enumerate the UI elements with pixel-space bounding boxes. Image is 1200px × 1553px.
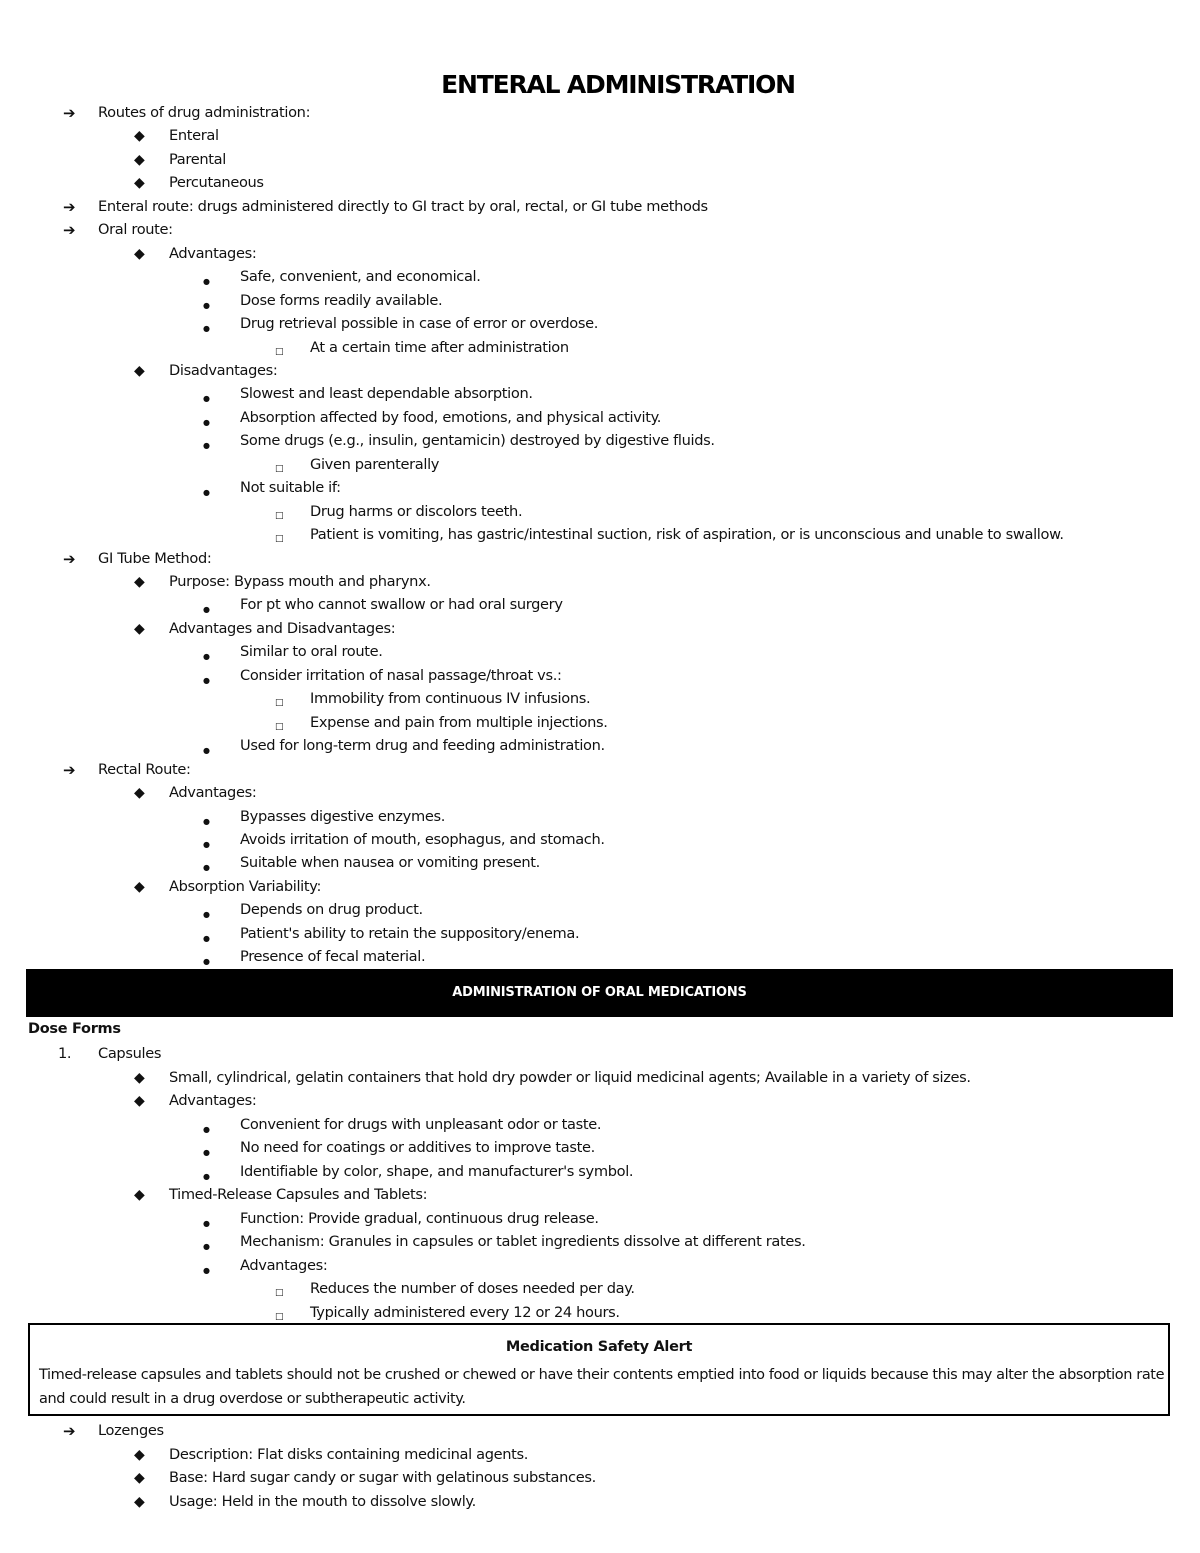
list-item-text: Rectal Route: — [98, 760, 191, 778]
diamond-bullet-icon: ◆ — [134, 362, 145, 379]
list-item-text: Advantages: — [169, 784, 257, 802]
list-item-text: Absorption affected by food, emotions, and physical activity. — [240, 408, 662, 426]
square-bullet-icon: □ — [275, 510, 284, 521]
list-item-text: Some drugs (e.g., insulin, gentamicin) destroyed by digestive fluids. — [240, 432, 715, 450]
list-item-text: Depends on drug product. — [240, 901, 423, 919]
dot-bullet-icon: ● — [203, 652, 210, 662]
safety-alert-box — [28, 1323, 1170, 1416]
diamond-bullet-icon: ◆ — [134, 1446, 145, 1463]
list-item-text: Bypasses digestive enzymes. — [240, 807, 445, 825]
dot-bullet-icon: ● — [203, 324, 210, 334]
diamond-bullet-icon: ◆ — [134, 175, 145, 192]
list-item-text: Dose forms readily available. — [240, 291, 443, 309]
page-title: ENTERAL ADMINISTRATION — [441, 70, 795, 99]
list-item-text: Purpose: Bypass mouth and pharynx. — [169, 573, 431, 590]
dot-bullet-icon: ● — [203, 839, 210, 849]
list-item-text: Not suitable if: — [240, 479, 341, 497]
list-item-text: Timed-Release Capsules and Tablets: — [169, 1186, 428, 1203]
dot-bullet-icon: ● — [203, 1265, 210, 1275]
dot-bullet-icon: ● — [203, 746, 210, 756]
alert-heading: Medication Safety Alert — [505, 1339, 693, 1355]
list-item-text: Capsules — [98, 1045, 162, 1062]
diamond-bullet-icon: ◆ — [134, 785, 145, 802]
list-item-text: Patient's ability to retain the suppository/enema. — [240, 924, 580, 942]
list-item-text: Typically administered every 12 or 24 hours. — [310, 1303, 620, 1321]
list-item-text: Identifiable by color, shape, and manufacturer's symbol. — [240, 1162, 634, 1180]
list-item-text: Enteral — [169, 127, 219, 145]
list-item-text: Drug retrieval possible in case of error or overdose. — [240, 315, 598, 333]
dot-bullet-icon: ● — [203, 394, 210, 404]
arrow-icon: ➔ — [63, 1422, 76, 1440]
list-item-text: GI Tube Method: — [98, 549, 212, 567]
diamond-bullet-icon: ◆ — [134, 878, 145, 895]
list-item-text: Convenient for drugs with unpleasant odor or taste. — [240, 1115, 602, 1133]
dot-bullet-icon: ● — [203, 933, 210, 943]
list-item-text: Absorption Variability: — [169, 877, 322, 895]
list-item-text: Suitable when nausea or vomiting present. — [240, 854, 540, 872]
list-item-text: Small, cylindrical, gelatin containers that hold dry powder or liquid medicinal agents; Available in a variety of sizes. — [169, 1068, 971, 1086]
list-item-text: Safe, convenient, and economical. — [240, 268, 481, 286]
diamond-bullet-icon: ◆ — [134, 574, 145, 590]
arrow-icon: ➔ — [63, 549, 76, 568]
list-item-text: Immobility from continuous IV infusions. — [310, 690, 591, 708]
square-bullet-icon: □ — [275, 721, 284, 732]
list-item-text: Base: Hard sugar candy or sugar with gelatinous substances. — [169, 1469, 596, 1486]
list-item-text: Advantages: — [240, 1256, 328, 1274]
list-item-text: Presence of fecal material. — [240, 948, 426, 966]
list-item-text: Given parenterally — [310, 455, 440, 473]
dot-bullet-icon: ● — [203, 910, 210, 920]
section-banner: ADMINISTRATION OF ORAL MEDICATIONS — [26, 969, 1173, 1017]
dot-bullet-icon: ● — [203, 957, 210, 967]
dose-forms-heading: Dose Forms — [28, 1021, 121, 1037]
list-item-text: Reduces the number of doses needed per day. — [310, 1280, 635, 1297]
diamond-bullet-icon: ◆ — [134, 1470, 145, 1486]
dot-bullet-icon: ● — [203, 1242, 210, 1251]
diamond-bullet-icon: ◆ — [134, 1093, 145, 1109]
diamond-bullet-icon: ◆ — [134, 128, 145, 145]
diamond-bullet-icon: ◆ — [134, 151, 145, 168]
dot-bullet-icon: ● — [203, 1124, 210, 1134]
list-item-text: Patient is vomiting, has gastric/intestinal suction, risk of aspiration, or is unconscious and unable to swallow. — [310, 526, 1064, 544]
square-bullet-icon: □ — [275, 346, 284, 357]
list-item-text: Usage: Held in the mouth to dissolve slowly. — [169, 1492, 476, 1510]
square-bullet-icon: □ — [275, 534, 284, 545]
list-item-text: Advantages: — [169, 244, 257, 262]
list-number: 1. — [58, 1045, 72, 1062]
list-item-text: Drug harms or discolors teeth. — [310, 502, 523, 520]
dot-bullet-icon: ● — [203, 277, 210, 287]
dot-bullet-icon: ● — [203, 300, 210, 310]
list-item-text: For pt who cannot swallow or had oral surgery — [240, 596, 563, 614]
list-item-text: Advantages and Disadvantages: — [169, 619, 396, 637]
dot-bullet-icon: ● — [203, 675, 210, 685]
diamond-bullet-icon: ◆ — [134, 620, 145, 637]
list-item-text: Slowest and least dependable absorption. — [240, 385, 533, 403]
list-item-text: Oral route: — [98, 221, 173, 239]
list-item-text: Used for long-term drug and feeding administration. — [240, 737, 605, 755]
alert-body: Timed-release capsules and tablets should not be crushed or chewed or have their contents emptied into food or liquids because this may alter the absorption rate and could result in a drug overdose or subtherapeutic activity. — [39, 1367, 1165, 1407]
arrow-icon: ➔ — [63, 104, 76, 122]
square-bullet-icon: □ — [275, 1288, 284, 1298]
list-item-text: Percutaneous — [169, 174, 264, 192]
dot-bullet-icon: ● — [203, 417, 210, 427]
list-item-text: Similar to oral route. — [240, 643, 383, 661]
list-item-text: Function: Provide gradual, continuous drug release. — [240, 1209, 599, 1227]
list-item-text: At a certain time after administration — [310, 338, 569, 356]
dot-bullet-icon: ● — [203, 1171, 210, 1181]
list-item-text: Expense and pain from multiple injections. — [310, 713, 608, 731]
diamond-bullet-icon: ◆ — [134, 1069, 145, 1086]
arrow-icon: ➔ — [63, 197, 76, 216]
list-item-text: Routes of drug administration: — [98, 104, 311, 121]
list-item-text: Parental — [169, 150, 226, 168]
dot-bullet-icon: ● — [203, 816, 210, 826]
square-bullet-icon: □ — [275, 1311, 284, 1322]
square-bullet-icon: □ — [275, 463, 284, 474]
list-item-text: Consider irritation of nasal passage/throat vs.: — [240, 666, 562, 684]
list-item-text: Avoids irritation of mouth, esophagus, and stomach. — [240, 830, 605, 848]
list-item-text: Mechanism: Granules in capsules or tablet ingredients dissolve at different rates. — [240, 1233, 806, 1250]
diamond-bullet-icon: ◆ — [134, 1187, 145, 1203]
dot-bullet-icon: ● — [203, 488, 210, 498]
dot-bullet-icon: ● — [203, 1218, 210, 1228]
square-bullet-icon: □ — [275, 698, 284, 709]
arrow-icon: ➔ — [63, 221, 76, 240]
dot-bullet-icon: ● — [203, 1148, 210, 1157]
list-item-text: Lozenges — [98, 1422, 164, 1439]
list-item-text: No need for coatings or additives to improve taste. — [240, 1139, 595, 1156]
diamond-bullet-icon: ◆ — [134, 1493, 145, 1510]
list-item-text: Enteral route: drugs administered directly to GI tract by oral, rectal, or GI tube methods — [98, 197, 708, 215]
list-item-text: Disadvantages: — [169, 361, 278, 379]
arrow-icon: ➔ — [63, 760, 76, 779]
list-item-text: Advantages: — [169, 1092, 257, 1109]
dot-bullet-icon: ● — [203, 441, 210, 451]
diamond-bullet-icon: ◆ — [134, 245, 145, 262]
dot-bullet-icon: ● — [203, 863, 210, 873]
list-item-text: Description: Flat disks containing medicinal agents. — [169, 1445, 529, 1463]
dot-bullet-icon: ● — [203, 605, 210, 615]
